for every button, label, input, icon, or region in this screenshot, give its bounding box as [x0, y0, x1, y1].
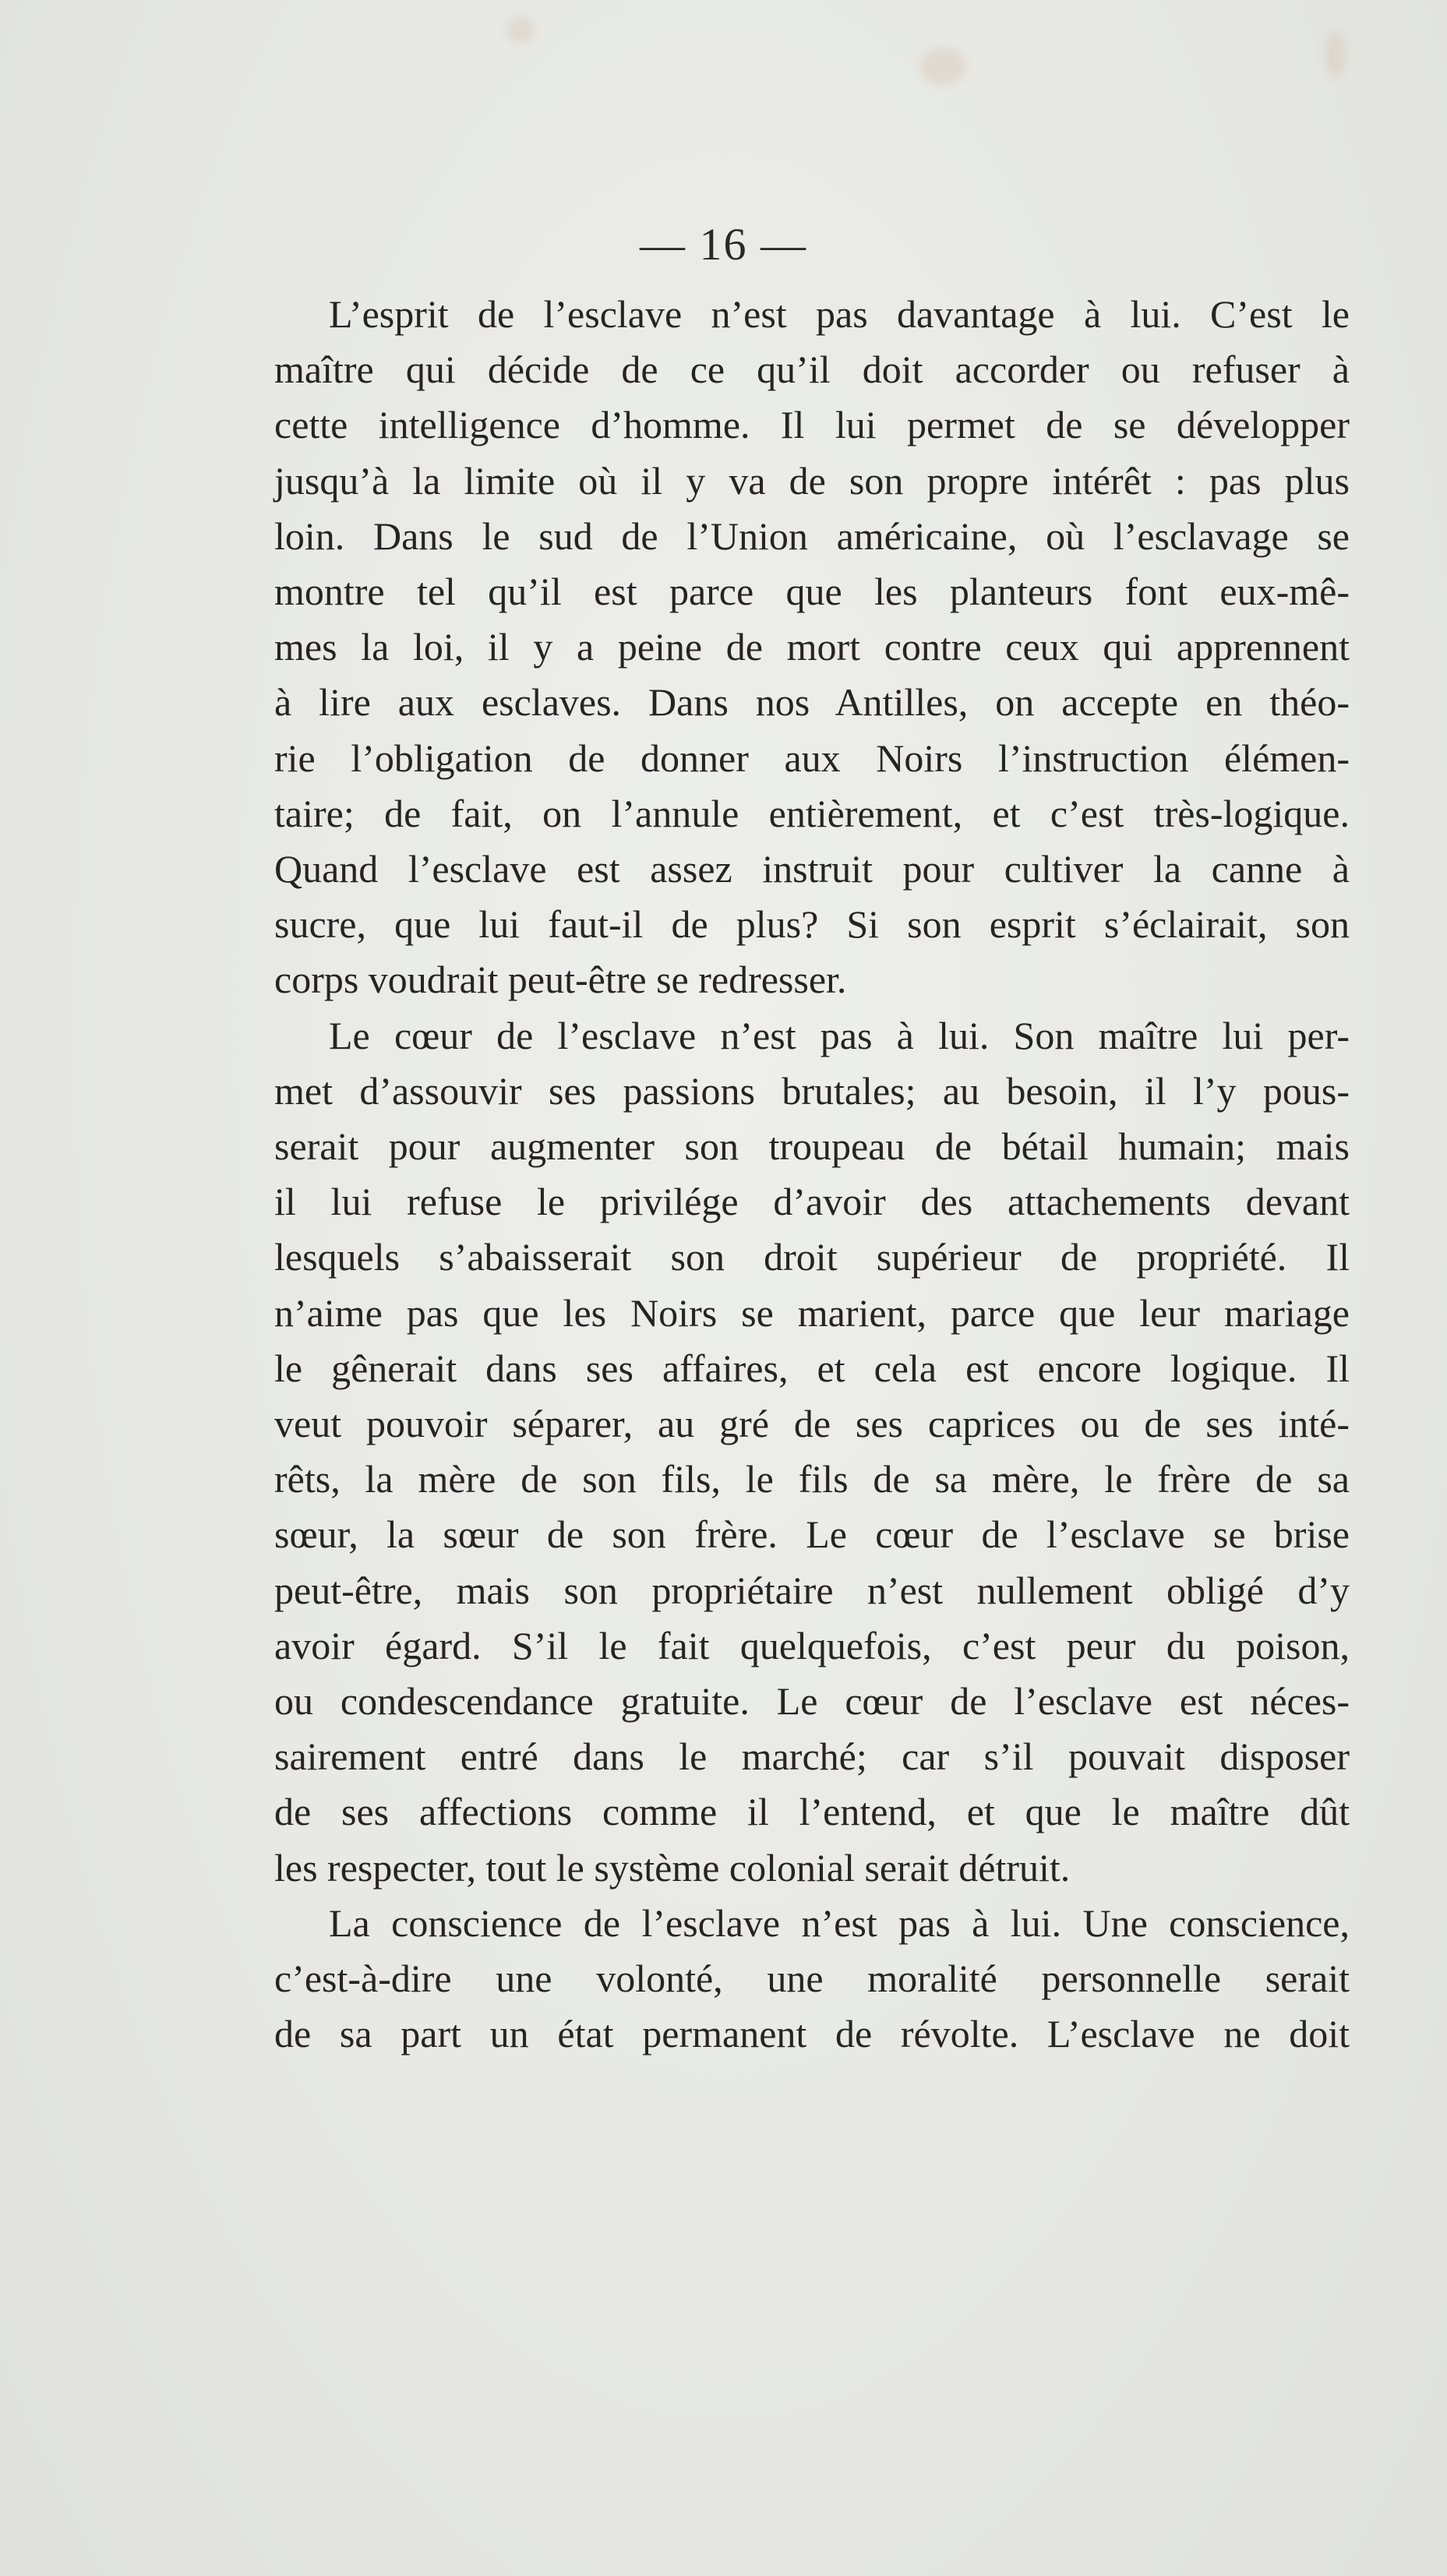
text-line: à lire aux esclaves. Dans nos Antilles, on accepte en théo-	[274, 680, 1350, 725]
text-line: serait pour augmenter son troupeau de bétail humain; mais	[274, 1124, 1350, 1169]
text-line: sairement entré dans le marché; car s’il pouvait disposer	[274, 1734, 1350, 1779]
text-line: de ses affections comme il l’entend, et que le maître dût	[274, 1790, 1350, 1834]
text-line: avoir égard. S’il le fait quelquefois, c’est peur du poison,	[274, 1623, 1350, 1667]
text-line: sœur, la sœur de son frère. Le cœur de l’esclave se brise	[274, 1512, 1350, 1557]
text-line: L’esprit de l’esclave n’est pas davantage à lui. C’est le	[329, 292, 1350, 336]
text-line: rie l’obligation de donner aux Noirs l’instruction élémen-	[274, 736, 1350, 780]
text-line: mes la loi, il y a peine de mort contre ceux qui apprennent	[274, 625, 1350, 669]
text-line: n’aime pas que les Noirs se marient, parce que leur mariage	[274, 1290, 1350, 1335]
foxing-stain	[919, 47, 966, 86]
text-line: maître qui décide de ce qu’il doit accorder ou refuser à	[274, 348, 1350, 392]
text-line: met d’assouvir ses passions brutales; au besoin, il l’y pous-	[274, 1068, 1350, 1113]
foxing-stain	[1325, 31, 1346, 78]
text-line: loin. Dans le sud de l’Union américaine, où l’esclavage se	[274, 513, 1350, 558]
text-line: les respecter, tout le système colonial serait détruit.	[274, 1845, 1071, 1890]
text-line: ou condescendance gratuite. Le cœur de l’esclave est néces-	[274, 1679, 1350, 1724]
text-line: Le cœur de l’esclave n’est pas à lui. Son maître lui per-	[329, 1013, 1350, 1057]
paragraph	[274, 287, 1350, 1008]
text-line: Quand l’esclave est assez instruit pour cultiver la canne à	[274, 847, 1350, 891]
text-line: c’est-à-dire une volonté, une moralité personnelle serait	[274, 1957, 1350, 2001]
text-line: lesquels s’abaisserait son droit supérieur de propriété. Il	[274, 1235, 1350, 1279]
foxing-stain	[506, 16, 535, 44]
text-line: rêts, la mère de son fils, le fils de sa mère, le frère de sa	[274, 1457, 1350, 1501]
text-line: taire; de fait, on l’annule entièrement, et c’est très-logique.	[274, 791, 1350, 835]
paragraph	[274, 1896, 1350, 2063]
text-line: corps voudrait peut-être se redresser.	[274, 958, 847, 1002]
text-line: montre tel qu’il est parce que les planteurs font eux-mê-	[274, 570, 1350, 614]
text-line: veut pouvoir séparer, au gré de ses caprices ou de ses inté-	[274, 1402, 1350, 1446]
page-number: — 16 —	[640, 219, 807, 270]
text-line: cette intelligence d’homme. Il lui permet de se développer	[274, 403, 1350, 447]
text-line: La conscience de l’esclave n’est pas à lui. Une conscience,	[329, 1900, 1350, 1945]
text-line: sucre, que lui faut-il de plus? Si son esprit s’éclairait, son	[274, 902, 1350, 947]
text-line: le gênerait dans ses affaires, et cela est encore logique. Il	[274, 1346, 1350, 1390]
body-text	[274, 287, 1350, 2063]
text-line: jusqu’à la limite où il y va de son propre intérêt : pas plus	[274, 458, 1350, 503]
paragraph	[274, 1008, 1350, 1896]
text-line: il lui refuse le privilége d’avoir des attachements devant	[274, 1180, 1350, 1224]
text-line: de sa part un état permanent de révolte. L’esclave ne doit	[274, 2012, 1350, 2056]
text-line: peut-être, mais son propriétaire n’est nullement obligé d’y	[274, 1568, 1350, 1612]
